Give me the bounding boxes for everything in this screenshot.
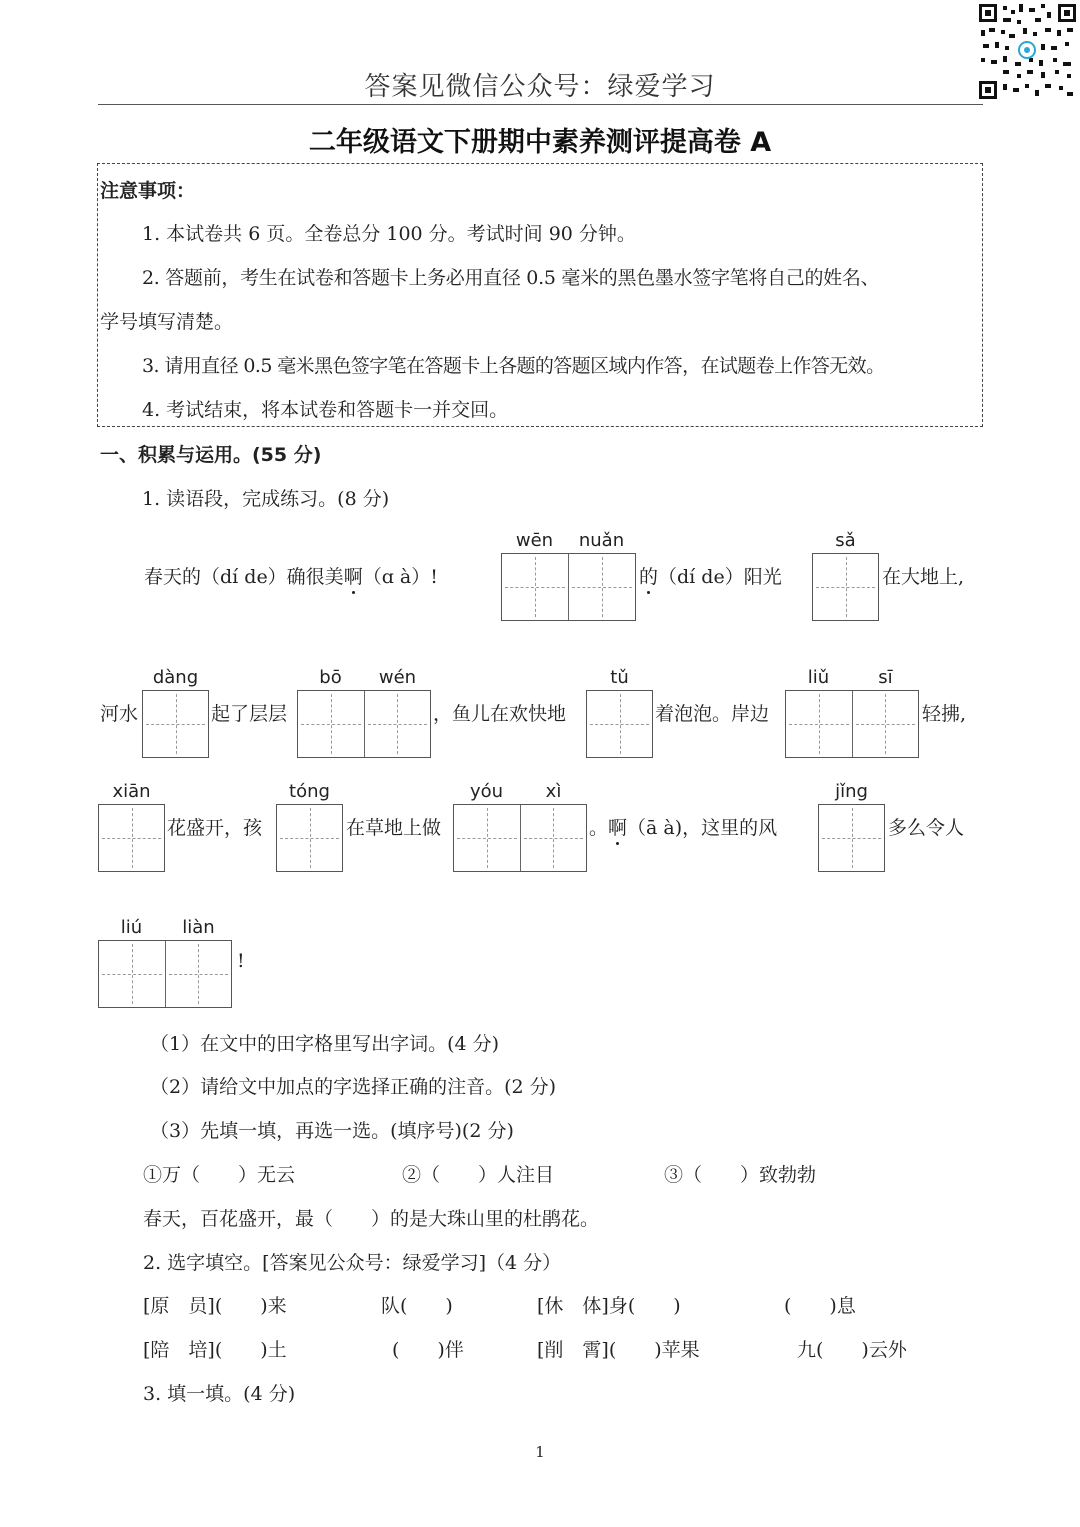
q1-sub-3: （3）先填一填，再选一选。(填序号)(2 分) [150,1120,514,1142]
pinyin-xi: xì [545,781,562,802]
notice-item-2: 2. 答题前，考生在试卷和答题卡上务必用直径 0.5 毫米的黑色墨水签字笔将自己的姓名、 [142,267,880,289]
passage-line-1-part-b: 的（dí de）阳光 [639,566,782,588]
passage-line-2-part-a: 河水 [100,703,139,725]
pinyin-nuan: nuǎn [578,530,625,551]
page-number: 1 [535,1443,545,1461]
pinyin-xian: xiān [112,781,151,802]
pinyin-jing: jǐng [835,781,868,802]
q2-item: ( )息 [784,1295,856,1317]
dotted-char: 的 [639,566,659,588]
notice-item-2-cont: 学号填写清楚。 [100,311,234,333]
pinyin-si: sī [878,667,893,688]
pinyin-wen: wēn [515,530,554,551]
passage-line-2-part-e: 轻拂, [922,703,967,725]
q1-option-1: ①万（ ）无云 [143,1164,296,1186]
tianzige-box[interactable] [142,690,209,758]
passage-line-2-part-c: ，鱼儿在欢快地 [433,703,567,725]
tianzige-box[interactable] [818,804,885,872]
passage-line-2-part-b: 起了层层 [211,703,288,725]
q2-item: [休 体]身( ) [537,1295,681,1317]
pinyin-liu: liǔ [807,667,830,688]
notice-item-1: 1. 本试卷共 6 页。全卷总分 100 分。考试时间 90 分钟。 [142,223,636,245]
tianzige-box[interactable] [501,553,636,621]
pinyin-sa: sǎ [835,530,856,551]
q1-option-3: ③（ ）致勃勃 [664,1164,817,1186]
tianzige-box[interactable] [276,804,343,872]
q2-item: [陪 培]( )土 [143,1339,287,1361]
pinyin-liu-2: liú [120,917,143,938]
pinyin-lian: liàn [182,917,215,938]
q1-sub-2: （2）请给文中加点的字选择正确的注音。(2 分) [150,1076,557,1098]
passage-line-3-part-d: 多么令人 [888,817,965,839]
dotted-char: 啊 [343,566,363,588]
q2-item: 队( ) [381,1295,453,1317]
question-3-heading: 3. 填一填。(4 分) [143,1383,296,1405]
passage-line-3-part-b: 在草地上做 [346,817,442,839]
tianzige-box[interactable] [812,553,879,621]
notice-heading: 注意事项： [100,180,196,202]
tianzige-box[interactable] [297,690,431,758]
dotted-char: 啊 [608,817,628,839]
q2-item: [削 霄]( )苹果 [537,1339,700,1361]
q2-item: 九( )云外 [797,1339,907,1361]
tianzige-box[interactable] [98,804,165,872]
pinyin-tu: tǔ [610,667,629,688]
notice-item-4: 4. 考试结束，将本试卷和答题卡一并交回。 [142,399,509,421]
q1-sub-1: （1）在文中的田字格里写出字词。(4 分) [150,1033,500,1055]
tianzige-box[interactable] [98,940,232,1008]
tianzige-box[interactable] [453,804,587,872]
page-title: 二年级语文下册期中素养测评提高卷 A [308,127,772,158]
passage-line-4-part-a: ! [237,950,245,972]
pinyin-wen-2: wén [378,667,417,688]
q2-item: [原 员]( )来 [143,1295,287,1317]
passage-line-1-part-c: 在大地上, [882,566,965,588]
q2-item: ( )伴 [392,1339,464,1361]
passage-line-3-part-c: 。啊（ā à)，这里的风 [589,817,778,839]
tianzige-box[interactable] [586,690,653,758]
question-2-heading: 2. 选字填空。[答案见公众号：绿爱学习]（4 分） [143,1252,562,1274]
pinyin-you: yóu [469,781,504,802]
question-1-heading: 1. 读语段，完成练习。(8 分) [142,488,390,510]
header-divider [98,104,983,105]
passage-line-3-part-a: 花盛开，孩 [167,817,263,839]
section-1-heading: 一、积累与运用。(55 分) [100,444,322,466]
pinyin-bo: bō [319,667,342,688]
q1-option-2: ②（ ）人注目 [402,1164,555,1186]
notice-item-3: 3. 请用直径 0.5 毫米黑色签字笔在答题卡上各题的答题区域内作答，在试题卷上作答无效。 [142,355,885,377]
notice-box [97,163,983,427]
pinyin-tong: tóng [289,781,330,802]
tianzige-box[interactable] [785,690,919,758]
passage-line-2-part-d: 着泡泡。岸边 [655,703,770,725]
pinyin-dang: dàng [152,667,199,688]
passage-line-1-part-a: 春天的（dí de）确很美啊（ɑ à）! [144,566,438,588]
q1-fill-sentence: 春天，百花盛开，最（ ）的是大珠山里的杜鹃花。 [143,1208,600,1230]
header-watermark: 答案见微信公众号：绿爱学习 [364,72,716,102]
